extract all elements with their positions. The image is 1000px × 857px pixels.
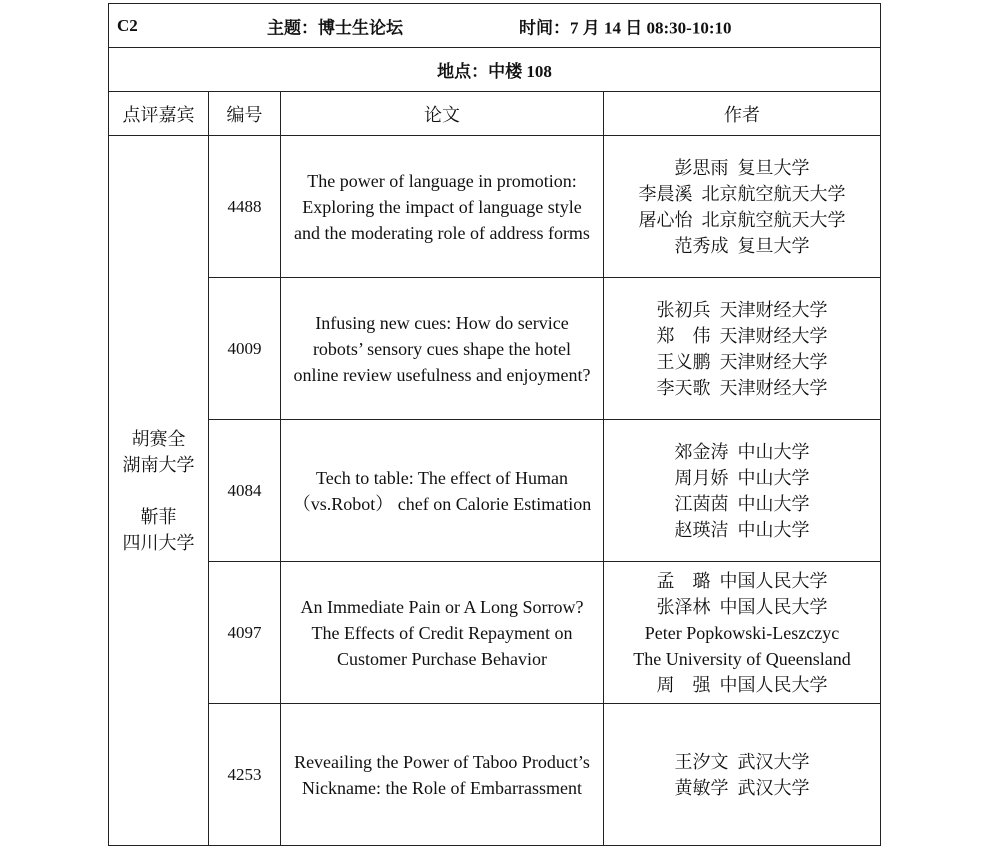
column-header-row [109,92,881,136]
session-topic: 主题：博士生论坛 [267,18,403,37]
session-header [109,4,881,48]
author-line: 周月娇 中山大学 [674,467,810,488]
author-line: 郊金涛 中山大学 [674,441,810,462]
author-line: 江茵茵 中山大学 [674,493,810,514]
paper-id: 4084 [209,420,281,562]
author-line: 屠心怡 北京航空航天大学 [638,209,846,230]
column-header-id: 编号 [209,92,281,136]
session-header-row [109,4,881,48]
column-header-reviewer: 点评嘉宾 [109,92,209,136]
session-time: 时间：7 月 14 日 08:30-10:10 [519,18,732,37]
paper-authors [604,278,881,420]
paper-row [109,136,881,278]
paper-authors [604,136,881,278]
author-line: 李晨溪 北京航空航天大学 [638,183,846,204]
author-line: Peter Popkowski-Leszczyc [644,622,840,643]
paper-row [109,278,881,420]
author-line: 周 强 中国人民大学 [656,674,828,695]
paper-row [109,562,881,704]
column-header-paper: 论文 [281,92,604,136]
author-line: 王汐文 武汉大学 [674,751,810,772]
author-line: 赵瑛洁 中山大学 [674,519,810,540]
location-row [109,48,881,92]
schedule-table [108,3,881,846]
author-line: 张泽林 中国人民大学 [656,596,828,617]
author-line: 王义鹏 天津财经大学 [656,351,828,372]
paper-row [109,704,881,846]
reviewer-cell [109,136,209,846]
author-line: 黄敏学 武汉大学 [674,777,810,798]
paper-row [109,420,881,562]
paper-title: The power of language in promotion: Exploring the impact of language style and the moderating role of address forms [281,136,604,278]
paper-id: 4009 [209,278,281,420]
paper-title: Tech to table: The effect of Human （vs.Robot） chef on Calorie Estimation [281,420,604,562]
paper-title: An Immediate Pain or A Long Sorrow? The Effects of Credit Repayment on Customer Purchase Behavior [281,562,604,704]
author-line: 张初兵 天津财经大学 [656,299,828,320]
author-line: 李天歌 天津财经大学 [656,377,828,398]
paper-title: Infusing new cues: How do service robots’ sensory cues shape the hotel online review usefulness and enjoyment? [281,278,604,420]
author-line: 孟 璐 中国人民大学 [656,570,828,591]
reviewer-name: 胡赛全 [131,428,186,449]
reviewer-name: 靳菲 [140,506,177,527]
paper-title: Reveailing the Power of Taboo Product’s Nickname: the Role of Embarrassment [281,704,604,846]
author-line: 郑 伟 天津财经大学 [656,325,828,346]
paper-id: 4488 [209,136,281,278]
reviewer-affiliation: 四川大学 [122,532,195,553]
reviewer-affiliation: 湖南大学 [122,454,195,475]
paper-authors [604,562,881,704]
paper-id: 4253 [209,704,281,846]
paper-authors [604,704,881,846]
paper-id: 4097 [209,562,281,704]
author-line: The University of Queensland [633,648,851,669]
paper-authors [604,420,881,562]
column-header-authors: 作者 [604,92,881,136]
author-line: 彭思雨 复旦大学 [674,157,810,178]
session-code: C2 [117,15,138,35]
author-line: 范秀成 复旦大学 [674,235,810,256]
session-location: 地点：中楼 108 [109,48,881,92]
